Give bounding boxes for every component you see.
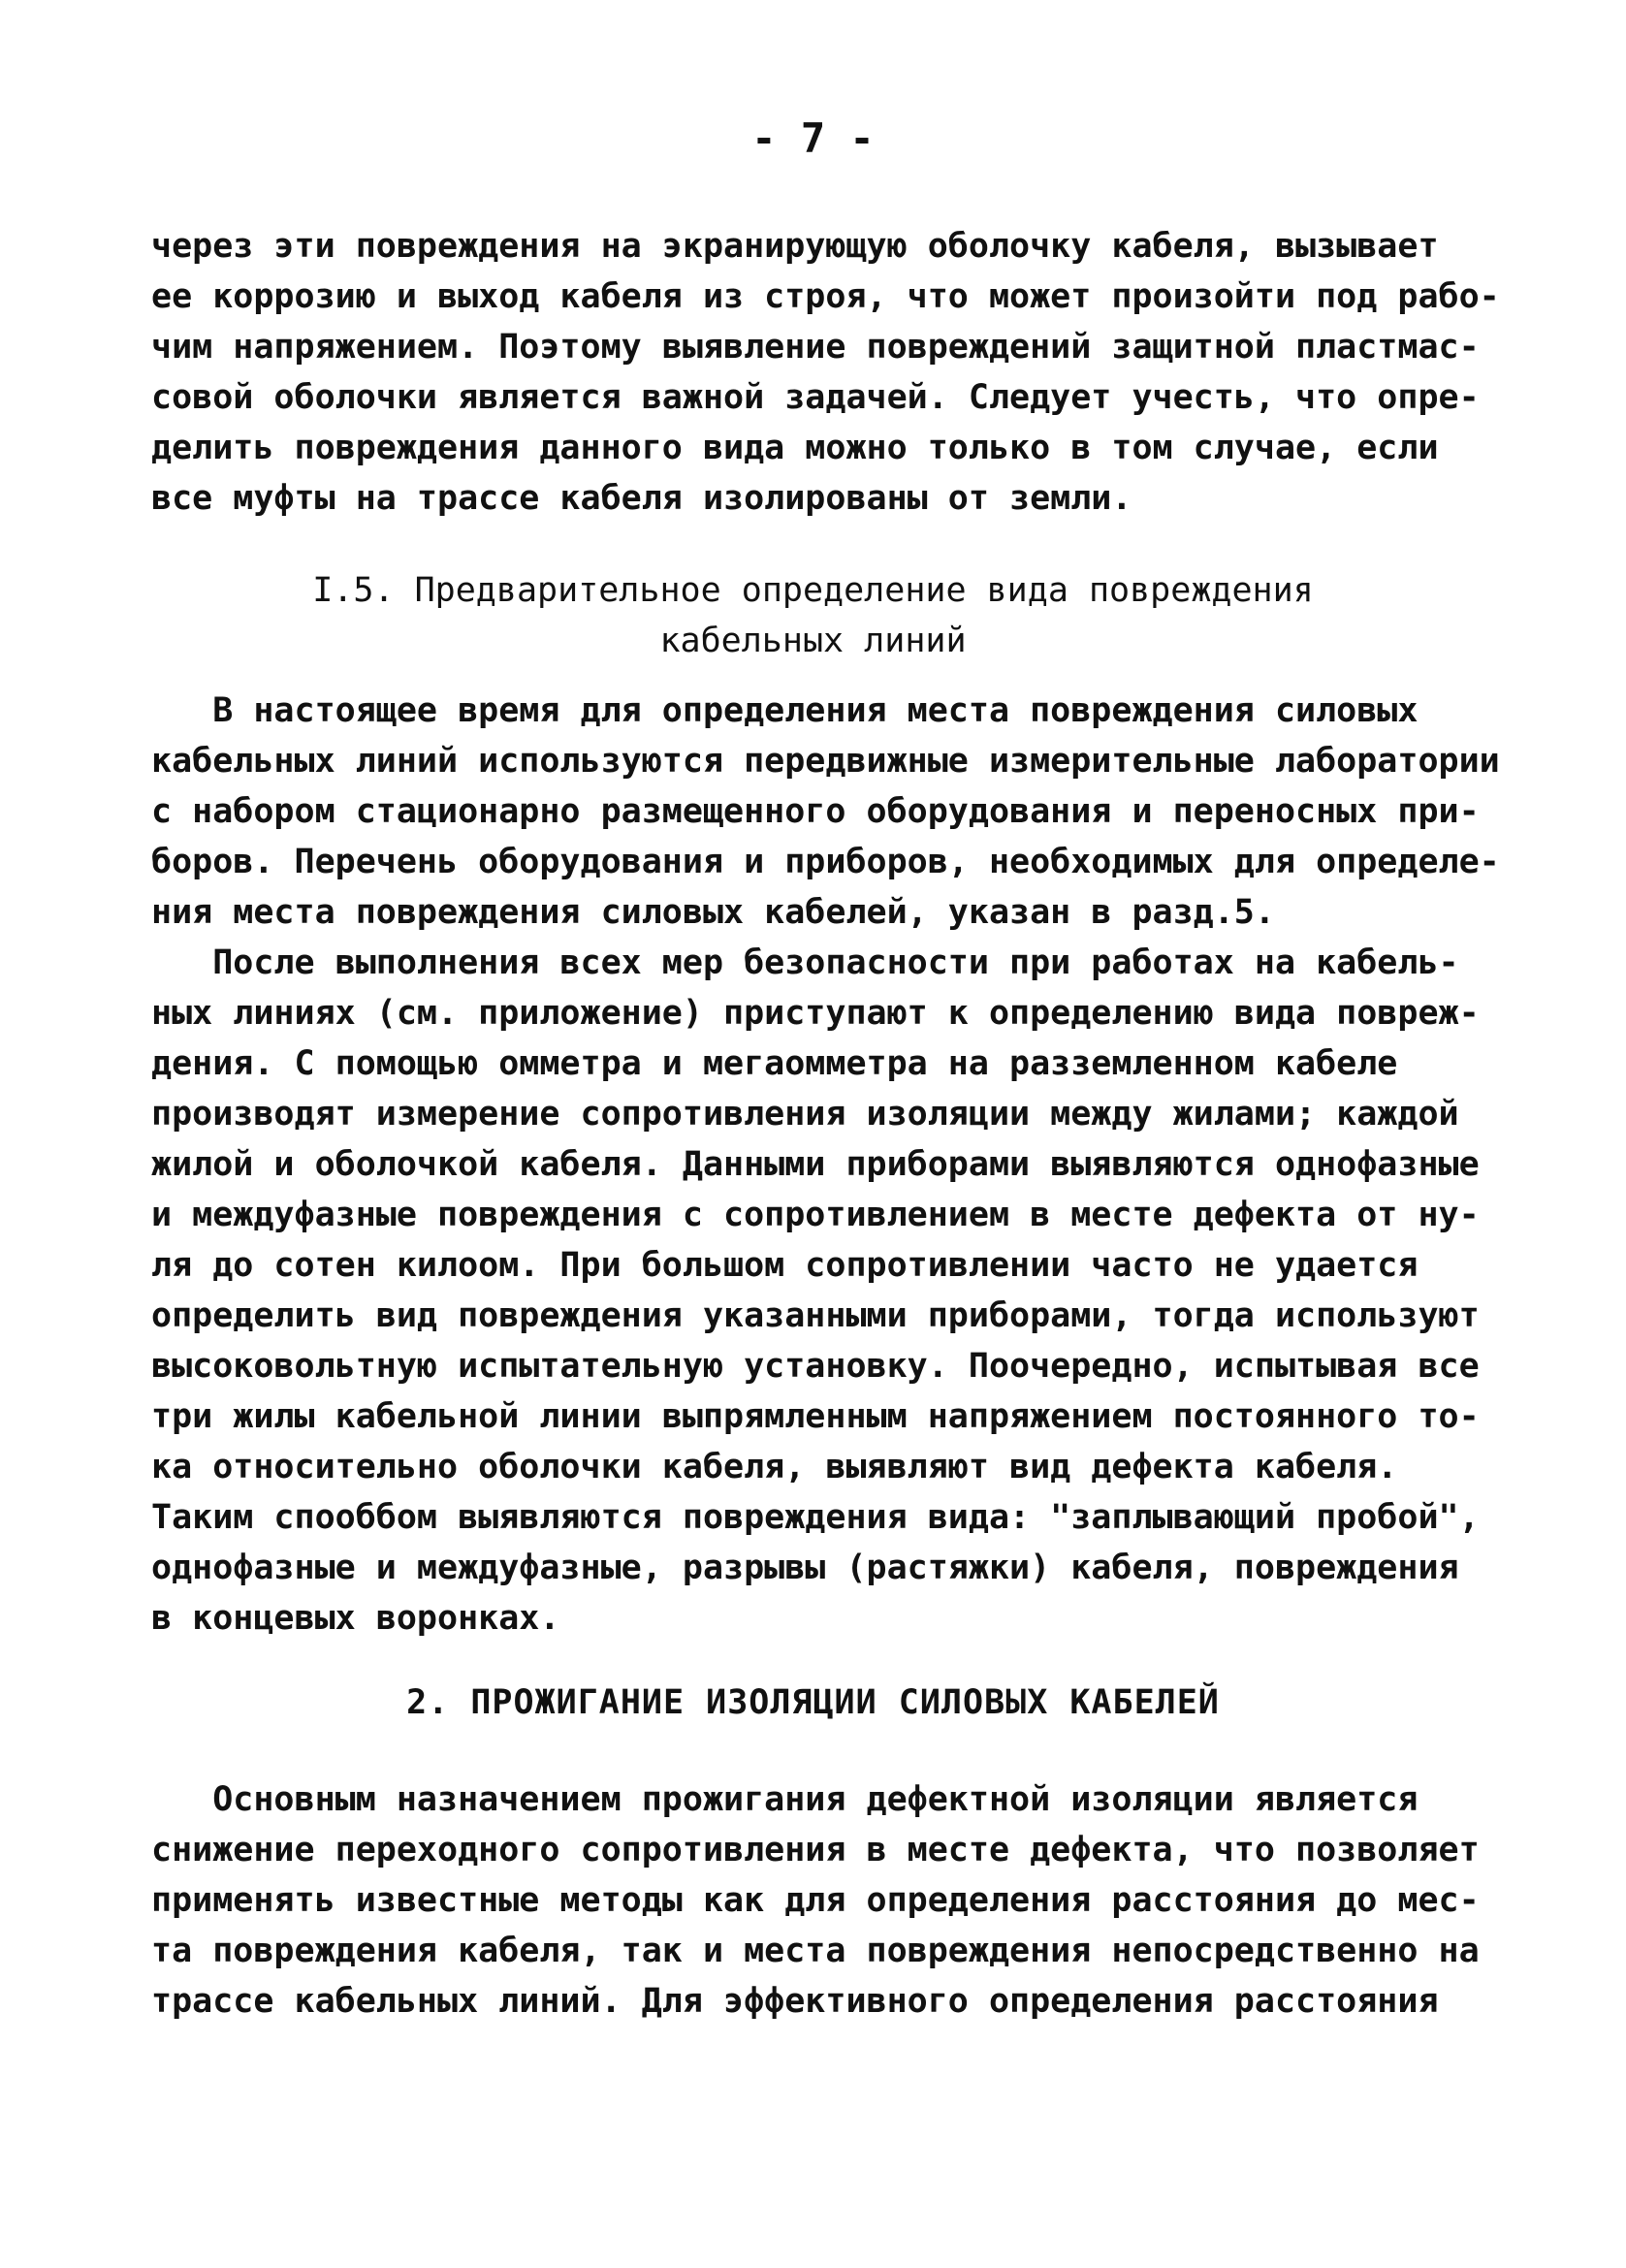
text-line: все муфты на трассе кабеля изолированы от земли.	[151, 479, 1132, 518]
text-line: ее коррозию и выход кабеля из строя, что может произойти под рабо-	[151, 277, 1500, 316]
text-line: жилой и оболочкой кабеля. Данными приборами выявляются однофазные	[151, 1145, 1480, 1184]
section-heading-1-5-line-2: кабельных линий	[659, 622, 967, 660]
text-line: кабельных линий используются передвижные измерительные лаборатории	[151, 742, 1500, 781]
page-number: - 7 -	[751, 114, 875, 162]
text-line: однофазные и междуфазные, разрывы (растяжки) кабеля, повреждения	[151, 1549, 1459, 1587]
text-line: После выполнения всех мер безопасности при работах на кабель-	[151, 943, 1459, 982]
text-line: высоковольтную испытательную установку. Поочередно, испытывая все	[151, 1347, 1480, 1386]
text-line: В настоящее время для определения места повреждения силовых	[151, 691, 1419, 730]
text-line: производят измерение сопротивления изоляции между жилами; каждой	[151, 1095, 1459, 1134]
section-heading-1-5-line-1: I.5. Предварительное определение вида повреждения	[312, 571, 1314, 610]
text-line: делить повреждения данного вида можно только в том случае, если	[151, 429, 1439, 467]
text-line: ных линиях (см. приложение) приступают к определению вида повреж-	[151, 994, 1480, 1033]
text-line: снижение переходного сопротивления в месте дефекта, что позволяет	[151, 1831, 1480, 1869]
text-line: три жилы кабельной линии выпрямленным напряжением постоянного то-	[151, 1397, 1480, 1436]
text-line: через эти повреждения на экранирующую оболочку кабеля, вызывает	[151, 227, 1439, 266]
text-line: Основным назначением прожигания дефектной изоляции является	[151, 1780, 1419, 1819]
text-line: Таким спооббом выявляются повреждения вида: "заплывающий пробой",	[151, 1498, 1480, 1537]
text-line: применять известные методы как для определения расстояния до мес-	[151, 1881, 1480, 1920]
text-line: совой оболочки является важной задачей. Следует учесть, что опре-	[151, 378, 1480, 417]
text-line: ния места повреждения силовых кабелей, указан в разд.5.	[151, 893, 1275, 932]
text-line: та повреждения кабеля, так и места повреждения непосредственно на	[151, 1932, 1480, 1970]
text-line: ля до сотен килоом. При большом сопротивлении часто не удается	[151, 1246, 1419, 1285]
text-line: дения. С помощью омметра и мегаомметра на разземленном кабеле	[151, 1044, 1398, 1083]
section-heading-2: 2. ПРОЖИГАНИЕ ИЗОЛЯЦИИ СИЛОВЫХ КАБЕЛЕЙ	[406, 1683, 1220, 1722]
text-line: трассе кабельных линий. Для эффективного определения расстояния	[151, 1982, 1439, 2021]
text-line: и междуфазные повреждения с сопротивлением в месте дефекта от ну-	[151, 1196, 1480, 1234]
text-line: с набором стационарно размещенного оборудования и переносных при-	[151, 792, 1480, 831]
text-line: чим напряжением. Поэтому выявление повреждений защитной пластмас-	[151, 328, 1480, 367]
text-line: ка относительно оболочки кабеля, выявляют вид дефекта кабеля.	[151, 1448, 1398, 1486]
text-line: определить вид повреждения указанными приборами, тогда используют	[151, 1296, 1480, 1335]
text-line: боров. Перечень оборудования и приборов, необходимых для определе-	[151, 843, 1500, 881]
text-line: в концевых воронках.	[151, 1599, 560, 1638]
